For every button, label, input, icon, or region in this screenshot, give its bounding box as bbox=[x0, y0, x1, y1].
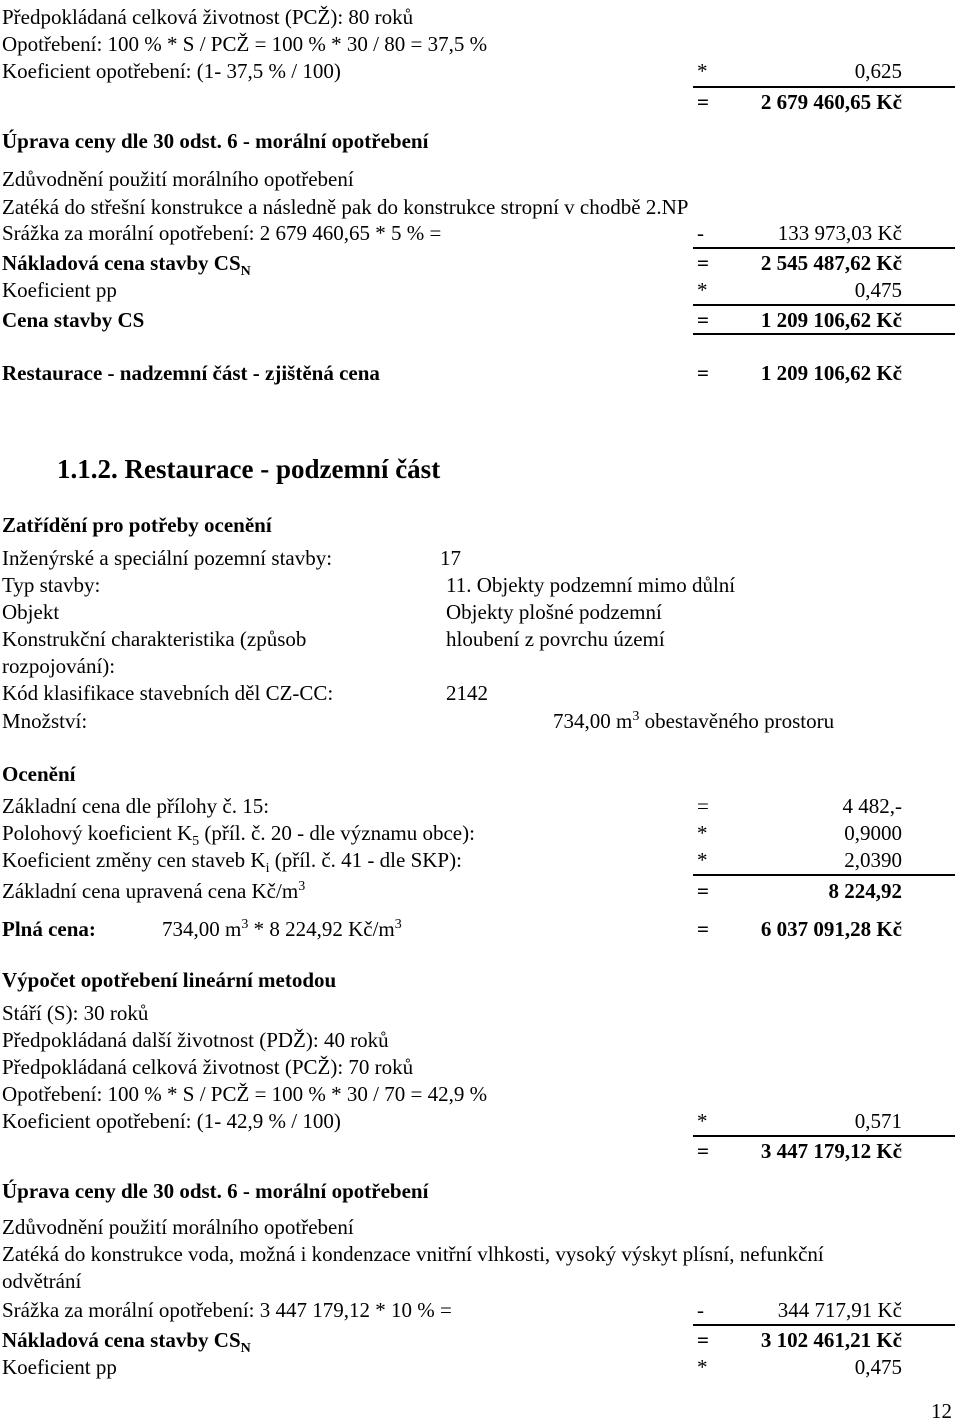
section-heading: 1.1.2. Restaurace - podzemní část bbox=[57, 454, 441, 484]
ki-op: * bbox=[697, 848, 708, 872]
pcz-line: Předpokládaná celková životnost (PCŽ): 70 roků bbox=[2, 1055, 414, 1079]
divider bbox=[693, 247, 955, 249]
full-price-value: 6 037 091,28 Kč bbox=[760, 917, 902, 941]
building-type-label: Typ stavby: bbox=[2, 573, 101, 597]
divider bbox=[693, 304, 955, 306]
pdz-line: Předpokládaná další životnost (PDŽ): 40 roků bbox=[2, 1028, 389, 1052]
adjusted-price-op: = bbox=[697, 879, 709, 903]
quantity-value: 734,00 $m^3$ obestavěného prostoru bbox=[553, 709, 835, 733]
full-price-label: Plná cena: bbox=[2, 917, 96, 941]
summary-value: 1 209 106,62 Kč bbox=[760, 361, 902, 385]
justification-heading: Zdůvodnění použití morálního opotřebení bbox=[2, 1215, 354, 1239]
building-price-op: = bbox=[697, 308, 709, 332]
linear-wear-heading: Výpočet opotřebení lineární metodou bbox=[2, 968, 337, 992]
adjusted-price-label: Základní cena upravená cena $Kč/m^3$ bbox=[2, 879, 306, 903]
wear-coef-label: Koeficient opotřebení: (1- 37,5 % / 100) bbox=[2, 59, 341, 83]
wear-coef-value: 0,571 bbox=[854, 1109, 902, 1133]
cz-cc-value: 2142 bbox=[446, 681, 488, 705]
k5-label: Polohový koeficient $K_5$ (příl. č. 20 - dle významu obce): bbox=[2, 821, 475, 850]
construction-value: hloubení z povrchu území bbox=[446, 627, 665, 651]
cost-price-op: = bbox=[697, 251, 709, 275]
building-price-value: 1 209 106,62 Kč bbox=[760, 308, 902, 332]
pp-coef-value: 0,475 bbox=[854, 1355, 902, 1379]
construction-label-cont: rozpojování): bbox=[2, 654, 116, 678]
moral-deduction-label: Srážka za morální opotřebení: 2 679 460,65 * 5 % = bbox=[2, 221, 442, 245]
summary-op: = bbox=[697, 361, 709, 385]
base-price-value: 4 482,- bbox=[842, 794, 902, 818]
wear-coef-value: 0,625 bbox=[854, 59, 902, 83]
eng-structures-label: Inženýrské a speciální pozemní stavby: bbox=[2, 546, 333, 570]
moral-deduction-value: 133 973,03 Kč bbox=[777, 221, 902, 245]
wear-coef-op: * bbox=[697, 1109, 708, 1133]
wear-result-op: = bbox=[697, 1139, 709, 1163]
justification-text: Zatéká do střešní konstrukce a následně pak do konstrukce stropní v chodbě 2.NP bbox=[2, 195, 689, 219]
page-number: 12 bbox=[931, 1399, 952, 1423]
building-price-label: Cena stavby CS bbox=[2, 308, 145, 332]
wear-coef-op: * bbox=[697, 59, 708, 83]
base-price-op: = bbox=[697, 794, 709, 818]
cost-price-label: Nákladová cena stavby $CS_N$ bbox=[2, 251, 251, 280]
eng-structures-value: 17 bbox=[440, 546, 461, 570]
divider bbox=[693, 874, 955, 876]
moral-wear-heading: Úprava ceny dle 30 odst. 6 - morální opotřebení bbox=[2, 1179, 429, 1203]
wear-result-op: = bbox=[697, 90, 709, 114]
valuation-heading: Ocenění bbox=[2, 762, 76, 786]
ki-label: Koeficient změny cen staveb $K_i$ (příl. č. 41 - dle SKP): bbox=[2, 848, 462, 877]
building-type-value: 11. Objekty podzemní mimo důlní bbox=[446, 573, 736, 597]
wear-result-value: 2 679 460,65 Kč bbox=[760, 90, 902, 114]
summary-label: Restaurace - nadzemní část - zjištěná cena bbox=[2, 361, 380, 385]
moral-deduction-value: 344 717,91 Kč bbox=[777, 1298, 902, 1322]
cz-cc-label: Kód klasifikace stavebních děl CZ-CC: bbox=[2, 681, 334, 705]
pp-coef-op: * bbox=[697, 1355, 708, 1379]
cost-price-value: 3 102 461,21 Kč bbox=[760, 1328, 902, 1352]
full-price-formula: 734,00 $m^3 * 8$ 224,92 $Kč/m^3$ bbox=[162, 917, 402, 941]
pcz-line: Předpokládaná celková životnost (PCŽ): 80 roků bbox=[2, 5, 414, 29]
k5-value: 0,9000 bbox=[844, 821, 902, 845]
quantity-label: Množství: bbox=[2, 709, 88, 733]
cost-price-value: 2 545 487,62 Kč bbox=[760, 251, 902, 275]
moral-deduction-op: - bbox=[697, 1298, 704, 1322]
adjusted-price-value: 8 224,92 bbox=[828, 879, 902, 903]
wear-coef-label: Koeficient opotřebení: (1- 42,9 % / 100) bbox=[2, 1109, 341, 1133]
k5-op: * bbox=[697, 821, 708, 845]
pp-coef-value: 0,475 bbox=[854, 278, 902, 302]
classification-heading: Zatřídění pro potřeby ocenění bbox=[2, 513, 272, 537]
wear-result-value: 3 447 179,12 Kč bbox=[760, 1139, 902, 1163]
wear-line: Opotřebení: 100 % * S / PCŽ = 100 % * 30 / 80 = 37,5 % bbox=[2, 32, 488, 56]
divider bbox=[693, 333, 955, 335]
base-price-label: Základní cena dle přílohy č. 15: bbox=[2, 794, 270, 818]
justification-text: Zatéká do konstrukce voda, možná i kondenzace vnitřní vlhkosti, vysoký výskyt plísní, nefunkční bbox=[2, 1242, 824, 1266]
construction-label: Konstrukční charakteristika (způsob bbox=[2, 627, 307, 651]
object-value: Objekty plošné podzemní bbox=[446, 600, 662, 624]
divider bbox=[693, 86, 955, 88]
moral-deduction-op: - bbox=[697, 221, 704, 245]
cost-price-op: = bbox=[697, 1328, 709, 1352]
justification-heading: Zdůvodnění použití morálního opotřebení bbox=[2, 167, 354, 191]
justification-text-cont: odvětrání bbox=[2, 1269, 82, 1293]
pp-coef-label: Koeficient pp bbox=[2, 1355, 117, 1379]
age-line: Stáří (S): 30 roků bbox=[2, 1001, 149, 1025]
pp-coef-label: Koeficient pp bbox=[2, 278, 117, 302]
ki-value: 2,0390 bbox=[844, 848, 902, 872]
moral-deduction-label: Srážka za morální opotřebení: 3 447 179,12 * 10 % = bbox=[2, 1298, 452, 1322]
moral-wear-heading: Úprava ceny dle 30 odst. 6 - morální opotřebení bbox=[2, 129, 429, 153]
divider bbox=[693, 1324, 955, 1326]
full-price-op: = bbox=[697, 917, 709, 941]
pp-coef-op: * bbox=[697, 278, 708, 302]
object-label: Objekt bbox=[2, 600, 60, 624]
wear-line: Opotřebení: 100 % * S / PCŽ = 100 % * 30 / 70 = 42,9 % bbox=[2, 1082, 488, 1106]
cost-price-label: Nákladová cena stavby $CS_N$ bbox=[2, 1328, 251, 1357]
divider bbox=[693, 1135, 955, 1137]
